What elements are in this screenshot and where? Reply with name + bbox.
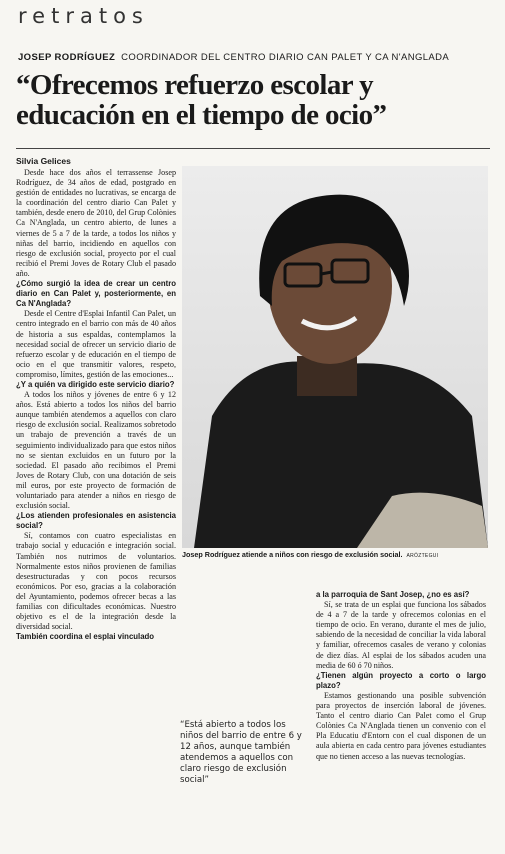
paragraph: A todos los niños y jóvenes de entre 6 y 12 años. Está abierto a todos los niños del barrio aunque también atendemos a aquellos con claro riesgo de exclusión social. Realizamos sobretodo un trabajo de prevención a través de un seguimiento individualizado para que estos niños no se sientan excluidos en un futuro por la sociedad. El pasado año recibimos el Premi Joves de Rotary Club, con una dotación de seis mil euros, por este proyecto de formación de voluntariado para atender a niños en riesgo de exclusión social. xyxy=(16,390,176,511)
byline: Silvia Gelices xyxy=(16,156,71,166)
interviewee-name: JOSEP RODRÍGUEZ xyxy=(18,52,116,63)
question: También coordina el esplai vinculado xyxy=(16,632,155,642)
headline: “Ofrecemos refuerzo escolar y educación en el tiempo de ocio” xyxy=(16,69,387,131)
question: ¿Tienen algún proyecto a corto o largo plazo? xyxy=(316,670,486,690)
article-column-left xyxy=(16,168,176,642)
photo-caption xyxy=(182,550,488,559)
paragraph: Desde hace dos años el terrassense Josep Rodríguez, de 34 años de edad, postgrado en gestión de entidades no lucrativas, se encarga de la coordinación del centro diario Can Palet y también, desde enero de 2010, del Grup Colònies Ca N'Anglada, un centro abierto, de lunes a viernes de 5 a 7 de la tarde, a todos los niños y niñas del barrio, incidiendo en aquellos con riesgo de exclusión social, proyecto por el cual recibió el Premi Joves de Rotary Club el pasado año. xyxy=(16,168,176,278)
paragraph: Sí, se trata de un esplai que funciona los sábados de 4 a 7 de la tarde y ofrecemos colonias en el tiempo de ocio. En verano, durante el mes de julio, sabiendo de la necesidad de conciliar la vida laboral y familiar, ofrecemos casales de verano y colonias de diez días. Al esplai de los sábados acuden una media de 60 ó 70 niños. xyxy=(316,600,486,670)
article-column-right xyxy=(316,590,486,762)
divider xyxy=(16,148,490,149)
kicker xyxy=(18,52,488,63)
question: a la parroquia de Sant Josep, ¿no es así? xyxy=(316,590,470,599)
paragraph: Sí, contamos con cuatro especialistas en trabajo social y educación e integración social. También nos nutrimos de voluntarios. Normalmente estos niños provienen de familias desestructuradas y con pocos recursos económicos. Por eso, gracias a la colaboración del Ayuntamiento, podemos ofrecer becas a las familias con dificultades económicas. Nuestro objetivo es el de la integración desde la diversidad social. xyxy=(16,531,176,632)
interviewee-role: COORDINADOR DEL CENTRO DIARIO CAN PALET Y CA N'ANGLADA xyxy=(121,52,450,63)
paragraph: Estamos gestionando una posible subvención para proyectos de inserción laboral de jóvenes. Tanto el centro diario Can Palet como el Grup Colònies Ca N'Anglada tienen un convenio con el Pla Educatiu d'Entorn con el cual disponen de un aula abierta en cada centro para jóvenes estudiantes que no tienen acceso a las nuevas tecnologías. xyxy=(316,690,486,761)
question: ¿Y a quién va dirigido este servicio diario? xyxy=(16,379,175,389)
pull-quote: “Está abierto a todos los niños del barrio de entre 6 y 12 años, aunque también atendemos a aquellos con claro riesgo de exclusión social” xyxy=(180,720,302,785)
caption-text: Josep Rodríguez atiende a niños con riesgo de exclusión social. xyxy=(182,550,403,559)
photo-credit: ARÓZTEGUI xyxy=(406,553,439,559)
portrait-photo xyxy=(182,166,488,548)
question: ¿Cómo surgió la idea de crear un centro diario en Can Palet y, posteriormente, en Ca N'Anglada? xyxy=(16,279,176,309)
section-label: retratos xyxy=(18,4,149,28)
question: ¿Los atienden profesionales en asistencia social? xyxy=(16,511,176,531)
paragraph: Desde el Centre d'Esplai Infantil Can Palet, un centro integrado en el barrio con más de 40 años de historia a sus espaldas, contemplamos la necesidad social de ofrecer un servicio diario de refuerzo escolar y de educación en el tiempo de ocio en el que transmitir valores, respeto, compromiso, límites, gestión de las emociones... xyxy=(16,309,176,379)
